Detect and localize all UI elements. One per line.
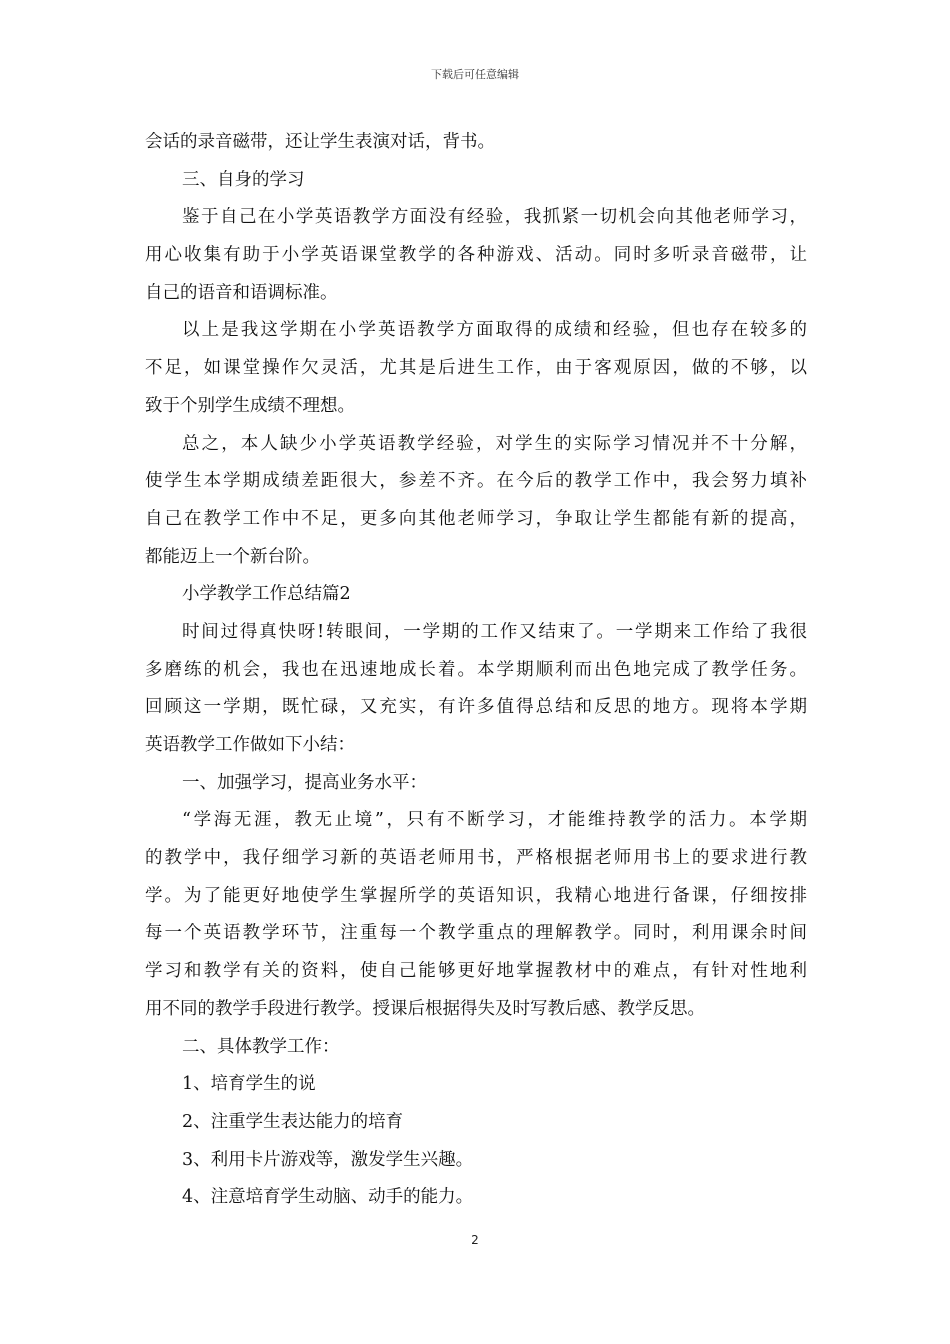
text-line: 会话的录音磁带，还让学生表演对话，背书。 [145, 132, 495, 152]
text-line: 总之，本人缺少小学英语教学经验，对学生的实际学习情况并不十分解， [182, 433, 807, 454]
text-line: 三、自身的学习 [182, 169, 305, 190]
text-line: 2、注重学生表达能力的培育 [182, 1111, 404, 1132]
text-line: 小学教学工作总结篇2 [182, 584, 351, 605]
text-line: 学。为了能更好地使学生掌握所学的英语知识，我精心地进行备课，仔细按排 [145, 885, 807, 906]
document-body [145, 124, 807, 1217]
text-line: 3、利用卡片游戏等，激发学生兴趣。 [182, 1149, 474, 1170]
text-line: 都能迈上一个新台阶。 [145, 546, 320, 567]
text-line: 4、注意培育学生动脑、动手的能力。 [182, 1187, 474, 1208]
text-line: 的教学中，我仔细学习新的英语老师用书，严格根据老师用书上的要求进行教 [145, 848, 807, 869]
text-line: 学习和教学有关的资料，使自己能够更好地掌握教材中的难点，有针对性地利 [145, 961, 807, 982]
text-line: 回顾这一学期，既忙碌，又充实，有许多值得总结和反思的地方。现将本学期 [145, 697, 807, 718]
text-line: 时间过得真快呀!转眼间，一学期的工作又结束了。一学期来工作给了我很 [182, 621, 807, 642]
text-line: 英语教学工作做如下小结： [145, 735, 355, 755]
text-line: 以上是我这学期在小学英语教学方面取得的成绩和经验，但也存在较多的 [182, 320, 807, 341]
text-line: 多磨练的机会，我也在迅速地成长着。本学期顺利而出色地完成了教学任务。 [145, 659, 807, 680]
text-line: 1、培育学生的说 [182, 1074, 316, 1095]
text-line: 自己的语音和语调标准。 [145, 282, 338, 303]
text-line: 每一个英语教学环节，注重每一个教学重点的理解教学。同时，利用课余时间 [145, 923, 807, 944]
page-number: 2 [471, 1233, 479, 1247]
text-line: 二、具体教学工作： [182, 1036, 340, 1057]
text-line: 不足，如课堂操作欠灵活，尤其是后进生工作，由于客观原因，做的不够，以 [145, 358, 807, 379]
text-line: 用不同的教学手段进行教学。授课后根据得失及时写教后感、教学反思。 [145, 998, 705, 1019]
text-line: 自己在教学工作中不足，更多向其他老师学习，争取让学生都能有新的提高， [145, 508, 807, 529]
text-line: 用心收集有助于小学英语课堂教学的各种游戏、活动。同时多听录音磁带，让 [145, 245, 807, 266]
page-header: 下载后可任意编辑 [431, 68, 519, 81]
text-line: “学海无涯，教无止境”，只有不断学习，才能维持教学的活力。本学期 [182, 810, 807, 831]
text-line: 使学生本学期成绩差距很大，参差不齐。在今后的教学工作中，我会努力填补 [145, 471, 807, 492]
text-line: 致于个别学生成绩不理想。 [145, 395, 355, 416]
text-line: 鉴于自己在小学英语教学方面没有经验，我抓紧一切机会向其他老师学习， [182, 207, 807, 228]
text-line: 一、加强学习，提高业务水平： [182, 772, 427, 793]
